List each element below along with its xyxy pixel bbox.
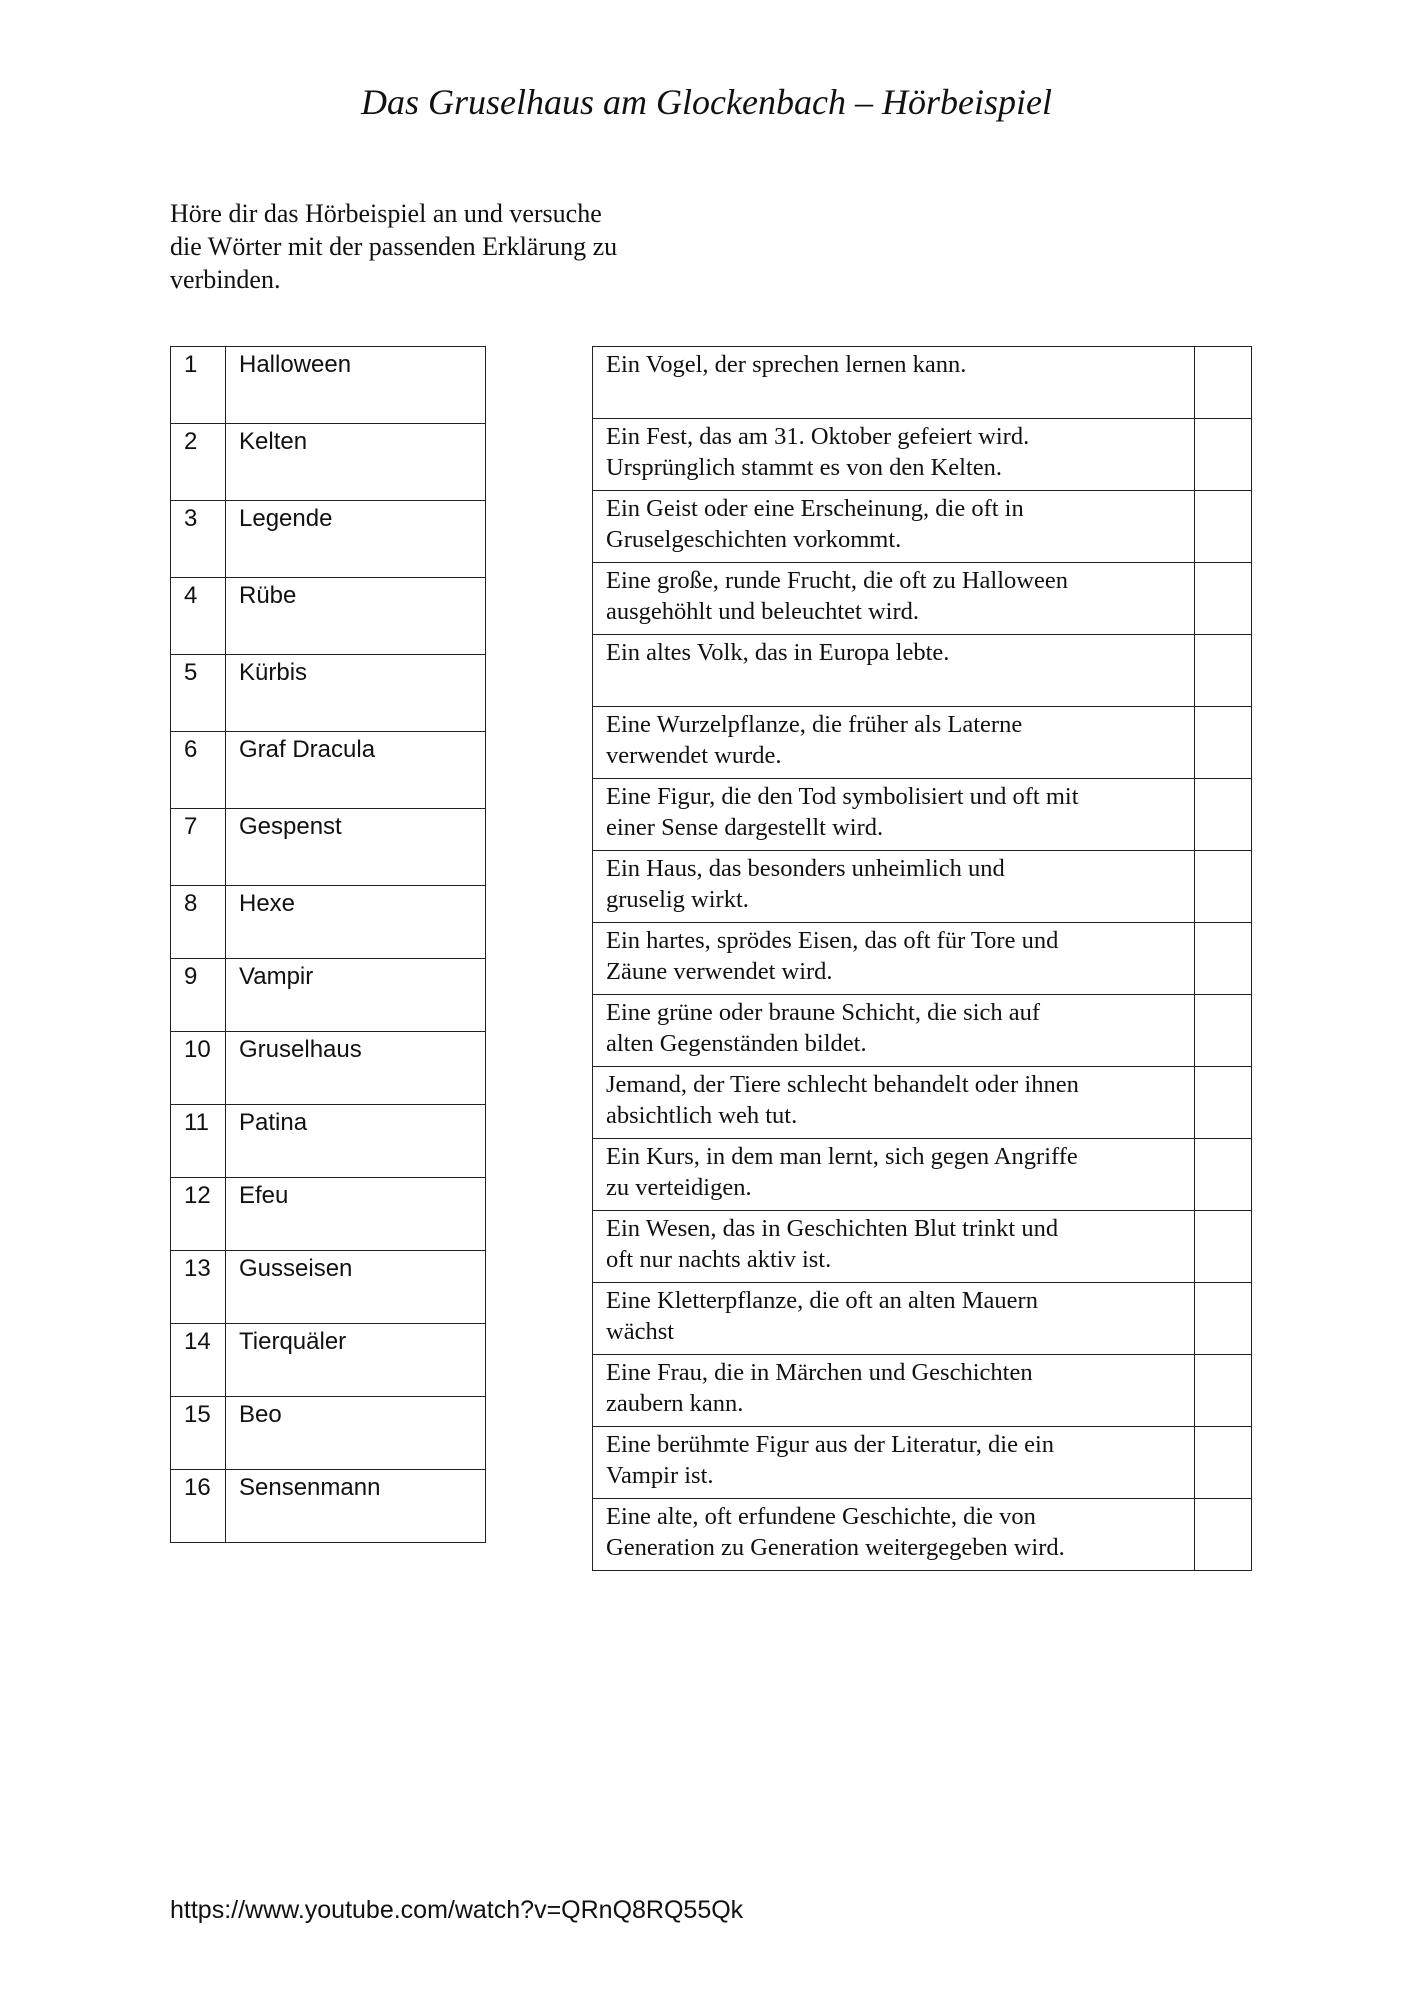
term-row: [171, 1324, 486, 1397]
definition-row: [593, 419, 1252, 491]
term-row: [171, 809, 486, 886]
definition-line: gruselig wirkt.: [606, 886, 749, 913]
definition-line: Eine Figur, die den Tod symbolisiert und oft mit: [606, 783, 1079, 810]
definition-row: [593, 1139, 1252, 1211]
answer-box[interactable]: [1195, 491, 1252, 563]
term-word: Efeu: [226, 1178, 486, 1251]
definition-text: [593, 779, 1195, 851]
term-row: [171, 1397, 486, 1470]
definition-text: [593, 1355, 1195, 1427]
answer-box[interactable]: [1195, 419, 1252, 491]
term-word: Patina: [226, 1105, 486, 1178]
answer-box[interactable]: [1195, 995, 1252, 1067]
definition-row: [593, 563, 1252, 635]
definition-line: verwendet wurde.: [606, 742, 782, 769]
definition-line: Vampir ist.: [606, 1462, 714, 1489]
instruction-line: die Wörter mit der passenden Erklärung zu: [170, 232, 618, 261]
definition-line: einer Sense dargestellt wird.: [606, 814, 884, 841]
term-row: [171, 501, 486, 578]
term-row: [171, 886, 486, 959]
term-number: 8: [171, 886, 226, 959]
answer-box[interactable]: [1195, 1139, 1252, 1211]
definition-line: Ursprünglich stammt es von den Kelten.: [606, 454, 1003, 481]
definition-text: [593, 1139, 1195, 1211]
definition-text: [593, 851, 1195, 923]
term-number: 7: [171, 809, 226, 886]
definition-text: [593, 347, 1195, 419]
definition-text: [593, 1211, 1195, 1283]
answer-box[interactable]: [1195, 1211, 1252, 1283]
definition-row: [593, 1355, 1252, 1427]
definition-line: Ein Fest, das am 31. Oktober gefeiert wird.: [606, 423, 1030, 450]
definition-line: Gruselgeschichten vorkommt.: [606, 526, 902, 553]
term-number: 1: [171, 347, 226, 424]
definition-line: Eine Frau, die in Märchen und Geschichten: [606, 1359, 1033, 1386]
term-row: [171, 578, 486, 655]
definition-text: [593, 563, 1195, 635]
definition-text: [593, 1283, 1195, 1355]
term-number: 13: [171, 1251, 226, 1324]
definition-line: Eine alte, oft erfundene Geschichte, die von: [606, 1503, 1036, 1530]
definition-row: [593, 1211, 1252, 1283]
answer-box[interactable]: [1195, 347, 1252, 419]
definition-row: [593, 1499, 1252, 1571]
definition-line: Ein Wesen, das in Geschichten Blut trinkt und: [606, 1215, 1059, 1242]
term-row: [171, 424, 486, 501]
definition-row: [593, 1283, 1252, 1355]
definition-line: Eine grüne oder braune Schicht, die sich auf: [606, 999, 1041, 1026]
term-number: 16: [171, 1470, 226, 1543]
definition-line: zu verteidigen.: [606, 1174, 752, 1201]
definition-line: Jemand, der Tiere schlecht behandelt oder ihnen: [606, 1071, 1079, 1098]
definition-row: [593, 995, 1252, 1067]
term-word: Halloween: [226, 347, 486, 424]
term-row: [171, 1251, 486, 1324]
term-word: Hexe: [226, 886, 486, 959]
definition-row: [593, 851, 1252, 923]
term-number: 5: [171, 655, 226, 732]
term-number: 2: [171, 424, 226, 501]
definition-line: Eine große, runde Frucht, die oft zu Halloween: [606, 567, 1068, 594]
definition-row: [593, 779, 1252, 851]
definition-text: [593, 1427, 1195, 1499]
term-number: 6: [171, 732, 226, 809]
term-number: 14: [171, 1324, 226, 1397]
instruction-line: Höre dir das Hörbeispiel an und versuche: [170, 199, 602, 228]
answer-box[interactable]: [1195, 1067, 1252, 1139]
instruction-text: [170, 197, 690, 296]
definition-line: alten Gegenständen bildet.: [606, 1030, 867, 1057]
terms-table: [170, 346, 486, 1543]
definition-line: oft nur nachts aktiv ist.: [606, 1246, 832, 1273]
term-number: 4: [171, 578, 226, 655]
term-number: 11: [171, 1105, 226, 1178]
definition-line: Ein Geist oder eine Erscheinung, die oft in: [606, 495, 1024, 522]
term-word: Gruselhaus: [226, 1032, 486, 1105]
definition-line: Eine Kletterpflanze, die oft an alten Mauern: [606, 1287, 1038, 1314]
page-title: Das Gruselhaus am Glockenbach – Hörbeispiel: [361, 82, 1052, 122]
definition-text: [593, 995, 1195, 1067]
answer-box[interactable]: [1195, 635, 1252, 707]
definition-line: Eine Wurzelpflanze, die früher als Laterne: [606, 711, 1023, 738]
definition-row: [593, 491, 1252, 563]
term-word: Sensenmann: [226, 1470, 486, 1543]
definition-row: [593, 1427, 1252, 1499]
term-number: 9: [171, 959, 226, 1032]
term-row: [171, 347, 486, 424]
definition-line: zaubern kann.: [606, 1390, 744, 1417]
definition-line: Ein Haus, das besonders unheimlich und: [606, 855, 1005, 882]
answer-box[interactable]: [1195, 563, 1252, 635]
definition-text: [593, 707, 1195, 779]
term-number: 15: [171, 1397, 226, 1470]
definition-line: Zäune verwendet wird.: [606, 958, 833, 985]
definition-text: [593, 923, 1195, 995]
definitions-table: [592, 346, 1252, 1571]
term-word: Kelten: [226, 424, 486, 501]
answer-box[interactable]: [1195, 851, 1252, 923]
definition-text: [593, 491, 1195, 563]
term-word: Beo: [226, 1397, 486, 1470]
definition-row: [593, 707, 1252, 779]
term-number: 12: [171, 1178, 226, 1251]
definition-line: Ein altes Volk, das in Europa lebte.: [606, 639, 950, 666]
term-row: [171, 1470, 486, 1543]
instruction-line: verbinden.: [170, 265, 281, 294]
term-word: Rübe: [226, 578, 486, 655]
term-row: [171, 732, 486, 809]
term-word: Gespenst: [226, 809, 486, 886]
answer-box[interactable]: [1195, 779, 1252, 851]
answer-box[interactable]: [1195, 707, 1252, 779]
term-row: [171, 959, 486, 1032]
definition-row: [593, 347, 1252, 419]
footer-url: https://www.youtube.com/watch?v=QRnQ8RQ55Qk: [170, 1896, 744, 1924]
term-row: [171, 1105, 486, 1178]
definition-text: [593, 419, 1195, 491]
term-word: Graf Dracula: [226, 732, 486, 809]
definition-text: [593, 1067, 1195, 1139]
definition-line: absichtlich weh tut.: [606, 1102, 798, 1129]
term-word: Vampir: [226, 959, 486, 1032]
definition-line: Eine berühmte Figur aus der Literatur, die ein: [606, 1431, 1055, 1458]
term-word: Kürbis: [226, 655, 486, 732]
answer-box[interactable]: [1195, 1427, 1252, 1499]
term-row: [171, 1032, 486, 1105]
definition-text: [593, 635, 1195, 707]
definition-line: Generation zu Generation weitergegeben wird.: [606, 1534, 1065, 1561]
definition-text: [593, 1499, 1195, 1571]
term-number: 3: [171, 501, 226, 578]
definition-line: Ein Kurs, in dem man lernt, sich gegen Angriffe: [606, 1143, 1078, 1170]
definition-row: [593, 923, 1252, 995]
term-word: Legende: [226, 501, 486, 578]
term-number: 10: [171, 1032, 226, 1105]
term-word: Tierquäler: [226, 1324, 486, 1397]
answer-box[interactable]: [1195, 1283, 1252, 1355]
definition-line: ausgehöhlt und beleuchtet wird.: [606, 598, 919, 625]
answer-box[interactable]: [1195, 923, 1252, 995]
term-row: [171, 655, 486, 732]
term-row: [171, 1178, 486, 1251]
definition-line: wächst: [606, 1318, 675, 1345]
term-word: Gusseisen: [226, 1251, 486, 1324]
answer-box[interactable]: [1195, 1499, 1252, 1571]
definition-line: Ein Vogel, der sprechen lernen kann.: [606, 351, 967, 378]
definition-row: [593, 635, 1252, 707]
definition-line: Ein hartes, sprödes Eisen, das oft für Tore und: [606, 927, 1059, 954]
answer-box[interactable]: [1195, 1355, 1252, 1427]
definition-row: [593, 1067, 1252, 1139]
